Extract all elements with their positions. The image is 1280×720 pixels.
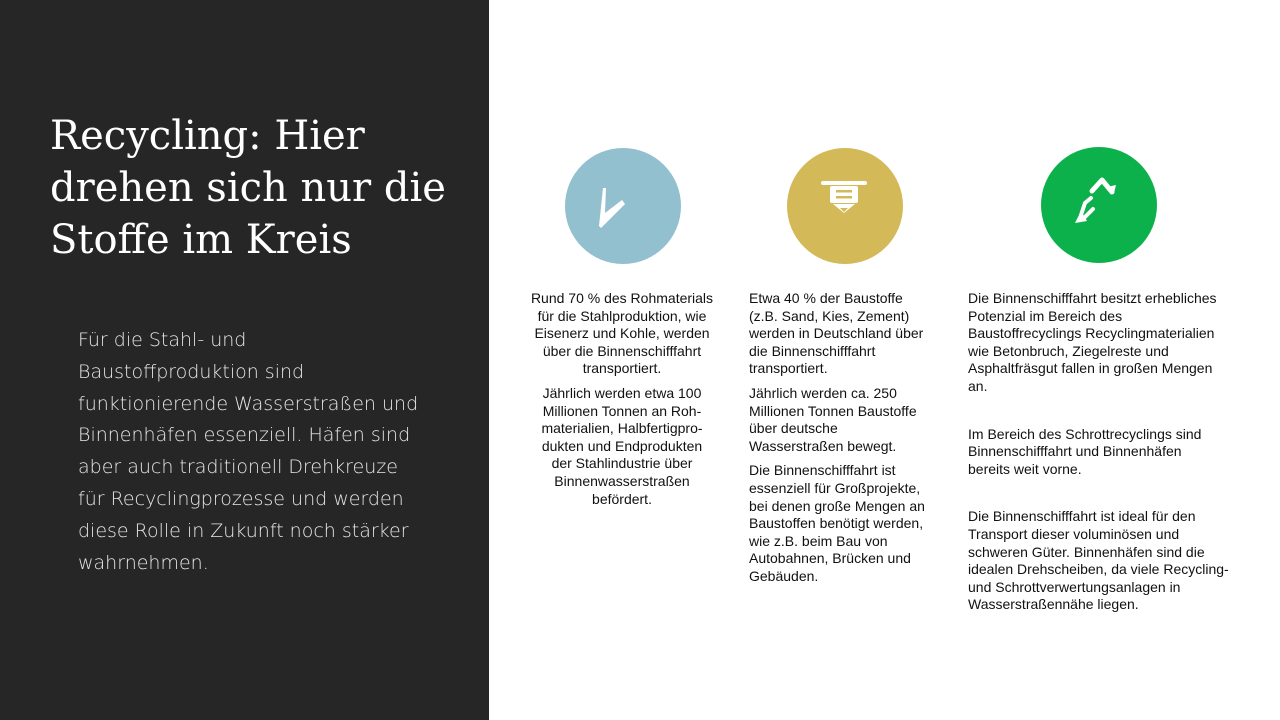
- intro-line: funktionierende Wasserstraßen und: [78, 392, 419, 415]
- text-line: bei denen große Mengen an: [749, 497, 925, 514]
- text-line: der Stahlindustrie über: [551, 455, 693, 472]
- text-line: Die Binnenschifffahrt besitzt erhebliches: [968, 290, 1217, 306]
- title-line: Recycling: Hier: [50, 113, 365, 159]
- text-line: über deutsche: [749, 420, 838, 437]
- text-line: Eisenerz und Kohle, werden: [534, 325, 710, 342]
- column-paragraph: [968, 290, 1258, 396]
- recycle-arrows-icon: [1041, 147, 1157, 263]
- text-line: transportiert.: [749, 360, 828, 377]
- text-line: befördert.: [592, 490, 652, 507]
- text-line: wie Betonbruch, Ziegelreste und: [968, 342, 1169, 359]
- text-line: Autobahnen, Brücken und: [749, 550, 911, 567]
- text-line: die Binnenschifffahrt: [749, 342, 876, 359]
- text-line: idealen Drehscheiben, da viele Recycling-: [968, 561, 1229, 578]
- text-line: essenziell für Großprojekte,: [749, 479, 921, 496]
- intro-line: wahrnehmen.: [78, 551, 209, 574]
- text-line: Transport dieser voluminösen und: [968, 525, 1180, 542]
- title-line: Stoffe im Kreis: [50, 217, 352, 263]
- text-line: Wasserstraßennähe liegen.: [968, 596, 1139, 613]
- text-line: Etwa 40 % der Baustoffe: [749, 290, 903, 306]
- text-line: bereits weit vorne.: [968, 460, 1082, 477]
- column-paragraph: [968, 426, 1258, 479]
- text-line: Im Bereich des Schrottrecyclings sind: [968, 425, 1202, 442]
- column-paragraph: [522, 385, 722, 508]
- title-line: drehen sich nur die: [50, 165, 446, 211]
- text-line: transportiert.: [582, 360, 662, 377]
- text-line: Potenzial im Bereich des: [968, 307, 1123, 324]
- column-paragraph: [749, 462, 949, 585]
- info-column-building-materials: [749, 290, 949, 586]
- column-paragraph: [522, 290, 722, 378]
- text-line: Gebäuden.: [749, 567, 819, 584]
- intro-line: Für die Stahl- und: [78, 329, 247, 351]
- text-line: materialien, Halbfertigpro-: [541, 420, 703, 437]
- text-line: Jährlich werden etwa 100: [542, 384, 702, 401]
- text-line: Wasserstraßen bewegt.: [749, 437, 897, 454]
- text-line: Millionen Tonnen an Roh-: [542, 402, 702, 419]
- text-line: wie z.B. beim Bau von: [749, 532, 888, 549]
- text-line: und Schrottverwertungsanlagen in: [968, 578, 1181, 595]
- text-line: Rund 70 % des Rohmaterials: [530, 290, 714, 306]
- text-line: schweren Güter. Binnenhäfen sind die: [968, 543, 1205, 560]
- text-line: (z.B. Sand, Kies, Zement): [749, 307, 910, 324]
- text-line: dukten und Endprodukten: [541, 437, 703, 454]
- text-line: Binnenschifffahrt und Binnenhäfen: [968, 443, 1182, 460]
- text-line: über die Binnenschifffahrt: [542, 342, 702, 359]
- text-line: Millionen Tonnen Baustoffe: [749, 402, 917, 419]
- intro-text: [78, 325, 458, 579]
- text-line: Die Binnenschifffahrt ist: [749, 462, 896, 479]
- text-line: werden in Deutschland über: [749, 325, 924, 342]
- column-paragraph: [968, 508, 1258, 614]
- column-paragraph: [749, 385, 949, 455]
- text-line: Die Binnenschifffahrt ist ideal für den: [968, 508, 1196, 525]
- column-paragraph: [749, 290, 949, 378]
- text-line: Binnenwasserstraßen: [554, 472, 690, 489]
- intro-line: aber auch traditionell Drehkreuze: [78, 456, 398, 479]
- text-line: Jährlich werden ca. 250: [749, 384, 897, 401]
- clock-hand-icon: [565, 148, 681, 264]
- intro-line: Baustoffproduktion sind: [78, 360, 305, 383]
- slide-title: [50, 110, 470, 266]
- text-line: Baustoffen benötigt werden,: [749, 515, 924, 532]
- intro-line: für Recyclingprozesse und werden: [78, 487, 404, 510]
- funnel-icon: [787, 148, 903, 264]
- text-line: für die Stahlproduktion, wie: [537, 307, 707, 324]
- info-column-steel: [522, 290, 722, 508]
- text-line: an.: [968, 377, 988, 394]
- text-line: Baustoffrecyclings Recyclingmaterialien: [968, 325, 1215, 342]
- left-panel: [0, 0, 489, 720]
- info-column-recycling: [968, 290, 1258, 614]
- intro-line: Binnenhäfen essenziell. Häfen sind: [78, 424, 411, 447]
- text-line: Asphaltfräsgut fallen in großen Mengen: [968, 360, 1213, 377]
- intro-line: diese Rolle in Zukunft noch stärker: [78, 519, 409, 542]
